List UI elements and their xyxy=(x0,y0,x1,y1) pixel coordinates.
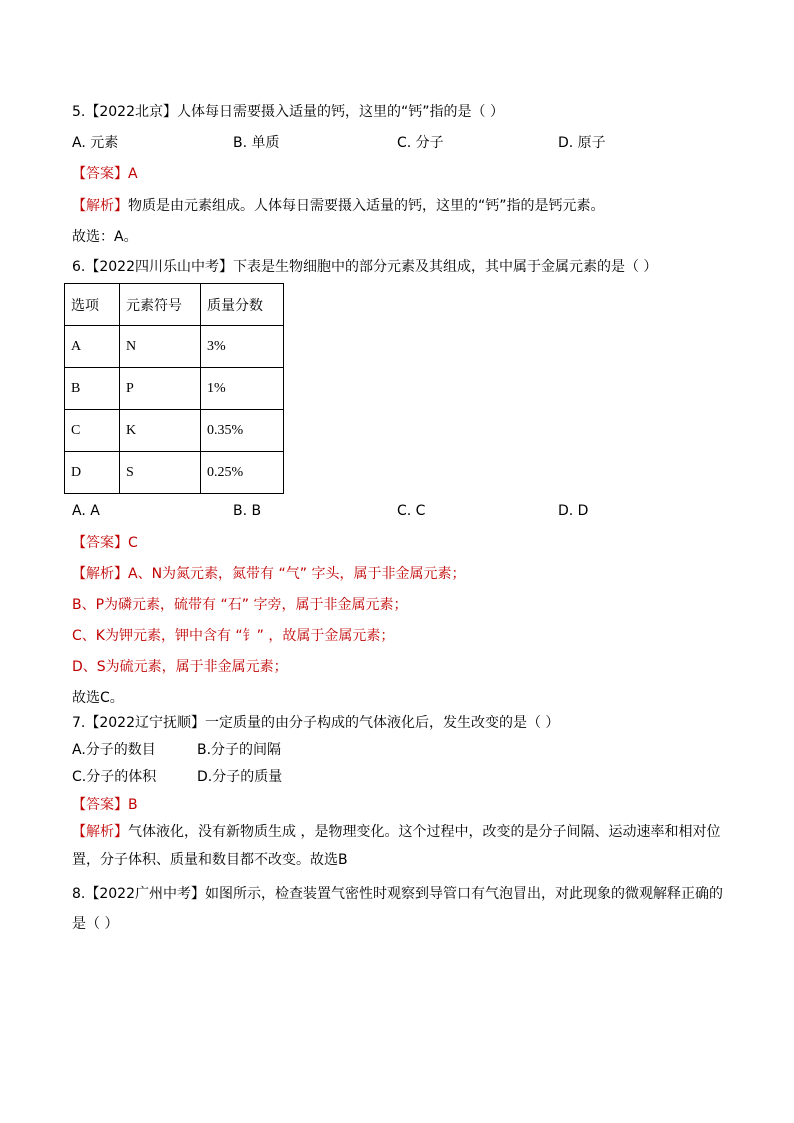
q6-question: 6.【2022四川乐山中考】下表是生物细胞中的部分元素及其组成，其中属于金属元素的是（ ） xyxy=(72,259,658,275)
q5-question: 5.【2022北京】人体每日需要摄入适量的钙，这里的“钙”指的是（ ） xyxy=(72,104,504,120)
q7-question: 7.【2022辽宁抚顺】一定质量的由分子构成的气体液化后，发生改变的是（ ） xyxy=(72,715,560,731)
table-cell: A xyxy=(65,326,120,368)
table-cell: 1% xyxy=(201,368,284,410)
q5-analysis xyxy=(72,196,605,216)
q8-question-continued: 是（ ） xyxy=(72,916,119,932)
q6-conclusion: 故选C。 xyxy=(72,690,124,706)
q5-analysis-label: 【解析】 xyxy=(72,198,128,214)
q6-answer: 【答案】C xyxy=(72,535,138,551)
q7-analysis xyxy=(72,822,720,842)
q5-option-b: B. 单质 xyxy=(233,135,280,151)
q5-conclusion: 故选：A。 xyxy=(72,229,138,245)
table-cell: 3% xyxy=(201,326,284,368)
q6-option-c: C. C xyxy=(397,503,426,519)
q7-analysis-label: 【解析】 xyxy=(72,824,128,840)
q7-option-d: D.分子的质量 xyxy=(197,769,283,785)
table-header-cell: 质量分数 xyxy=(201,284,284,326)
q6-analysis-line: B、P为磷元素，硫带有 “石” 字旁，属于非金属元素； xyxy=(72,597,408,613)
table-row xyxy=(65,368,284,410)
q5-option-a: A. 元素 xyxy=(72,135,119,151)
table-row xyxy=(65,410,284,452)
q6-option-b: B. B xyxy=(233,503,262,519)
table-header-cell: 选项 xyxy=(65,284,120,326)
q5-analysis-text: 物质是由元素组成。人体每日需要摄入适量的钙，这里的“钙”指的是钙元素。 xyxy=(128,198,605,214)
table-cell: B xyxy=(65,368,120,410)
q7-analysis-text: 气体液化，没有新物质生成 ，是物理变化。这个过程中，改变的是分子间隔、运动速率和相对位 xyxy=(128,824,721,840)
q6-analysis-line: D、S为硫元素，属于非金属元素； xyxy=(72,659,288,675)
q6-analysis-line: C、K为钾元素，钾中含有 “钅” ，故属于金属元素； xyxy=(72,628,395,644)
q6-analysis-line xyxy=(72,564,465,584)
q5-answer: 【答案】A xyxy=(72,166,138,182)
q8-question: 8.【2022广州中考】如图所示，检查装置气密性时观察到导管口有气泡冒出，对此现象的微观解释正确的 xyxy=(72,886,723,902)
q7-option-c: C.分子的体积 xyxy=(72,769,157,785)
table-header-cell: 元素符号 xyxy=(120,284,201,326)
q6-option-a: A. A xyxy=(72,503,100,519)
table-cell: N xyxy=(120,326,201,368)
table-header-row xyxy=(65,284,284,326)
q7-option-a: A.分子的数目 xyxy=(72,742,156,758)
table-row xyxy=(65,452,284,494)
q5-option-c: C. 分子 xyxy=(397,135,444,151)
table-cell: 0.35% xyxy=(201,410,284,452)
table-cell: S xyxy=(120,452,201,494)
q6-option-d: D. D xyxy=(558,503,589,519)
table-cell: C xyxy=(65,410,120,452)
table-cell: D xyxy=(65,452,120,494)
q6-analysis-text: A、N为氮元素，氮带有 “气” 字头，属于非金属元素； xyxy=(128,566,466,582)
q7-option-b: B.分子的间隔 xyxy=(197,742,282,758)
q6-element-table xyxy=(64,283,284,494)
q7-answer: 【答案】B xyxy=(72,797,138,813)
table-cell: P xyxy=(120,368,201,410)
q6-analysis-label: 【解析】 xyxy=(72,566,128,582)
q7-analysis-continued: 置，分子体积、质量和数目都不改变。故选B xyxy=(72,852,348,868)
table-row xyxy=(65,326,284,368)
table-cell: 0.25% xyxy=(201,452,284,494)
q5-option-d: D. 原子 xyxy=(558,135,606,151)
table-cell: K xyxy=(120,410,201,452)
